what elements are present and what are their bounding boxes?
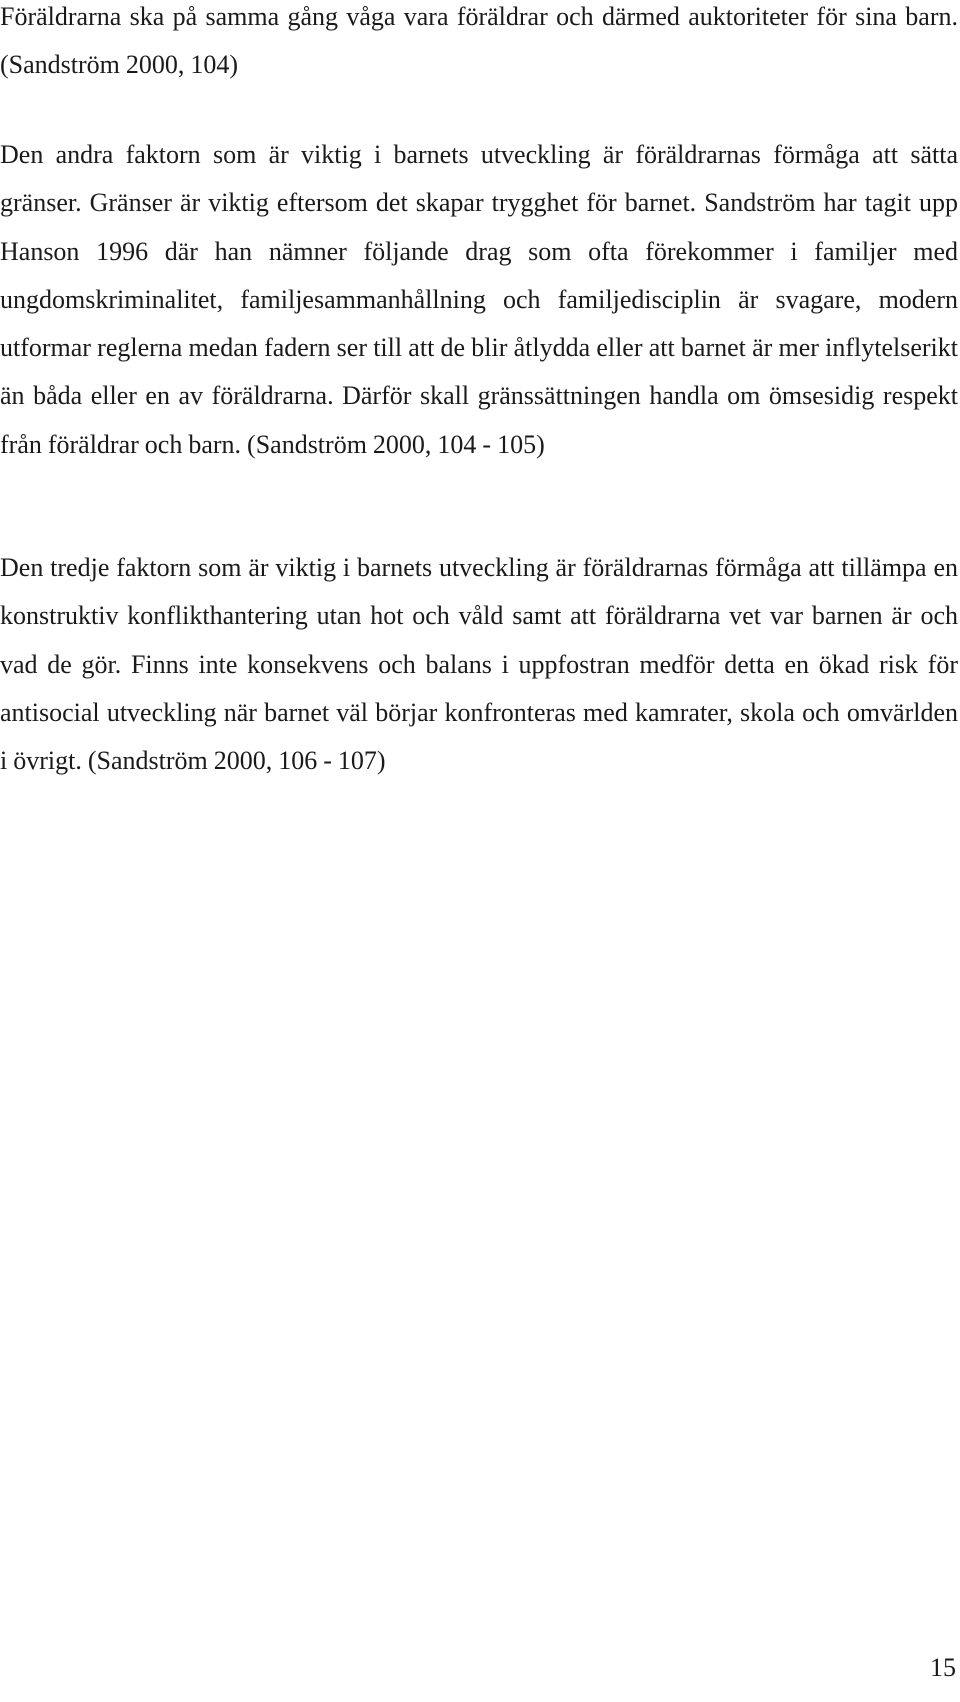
paragraph-conflict-handling: Den tredje faktorn som är viktig i barnets utveckling är föräldrarnas förmåga att tillämpa en konstruktiv konflikthantering utan hot och våld samt att föräldrarna vet var barnen är och vad de gör. Finns inte konsekvens och balans i uppfostran medför detta en ökad risk för antisocial utveckling när barnet väl börjar konfronteras med kamrater, skola och omvärlden i övrigt. (Sandström 2000, 106 - 107)	[0, 553, 958, 776]
page-number: 15	[930, 1653, 956, 1682]
paragraph-boundaries: Den andra faktorn som är viktig i barnets utveckling är föräldrarnas förmåga att sätta gränser. Gränser är viktig eftersom det skapar trygghet för barnet. Sandström har tagit upp Hanson 1996 där han nämner följande drag som ofta förekommer i familjer med ungdomskriminalitet, familjesammanhållning och familjedisciplin är svagare, modern utformar reglerna medan fadern ser till att de blir åtlydda eller att barnet är mer inflytelserikt än båda eller en av föräldrarna. Därför skall gränssättningen handla om ömsesidig respekt från föräldrar och barn. (Sandström 2000, 104 - 105)	[0, 140, 958, 459]
paragraph-authority: Föräldrarna ska på samma gång våga vara föräldrar och därmed auktoriteter för sina barn. (Sandström 2000, 104)	[0, 2, 958, 80]
